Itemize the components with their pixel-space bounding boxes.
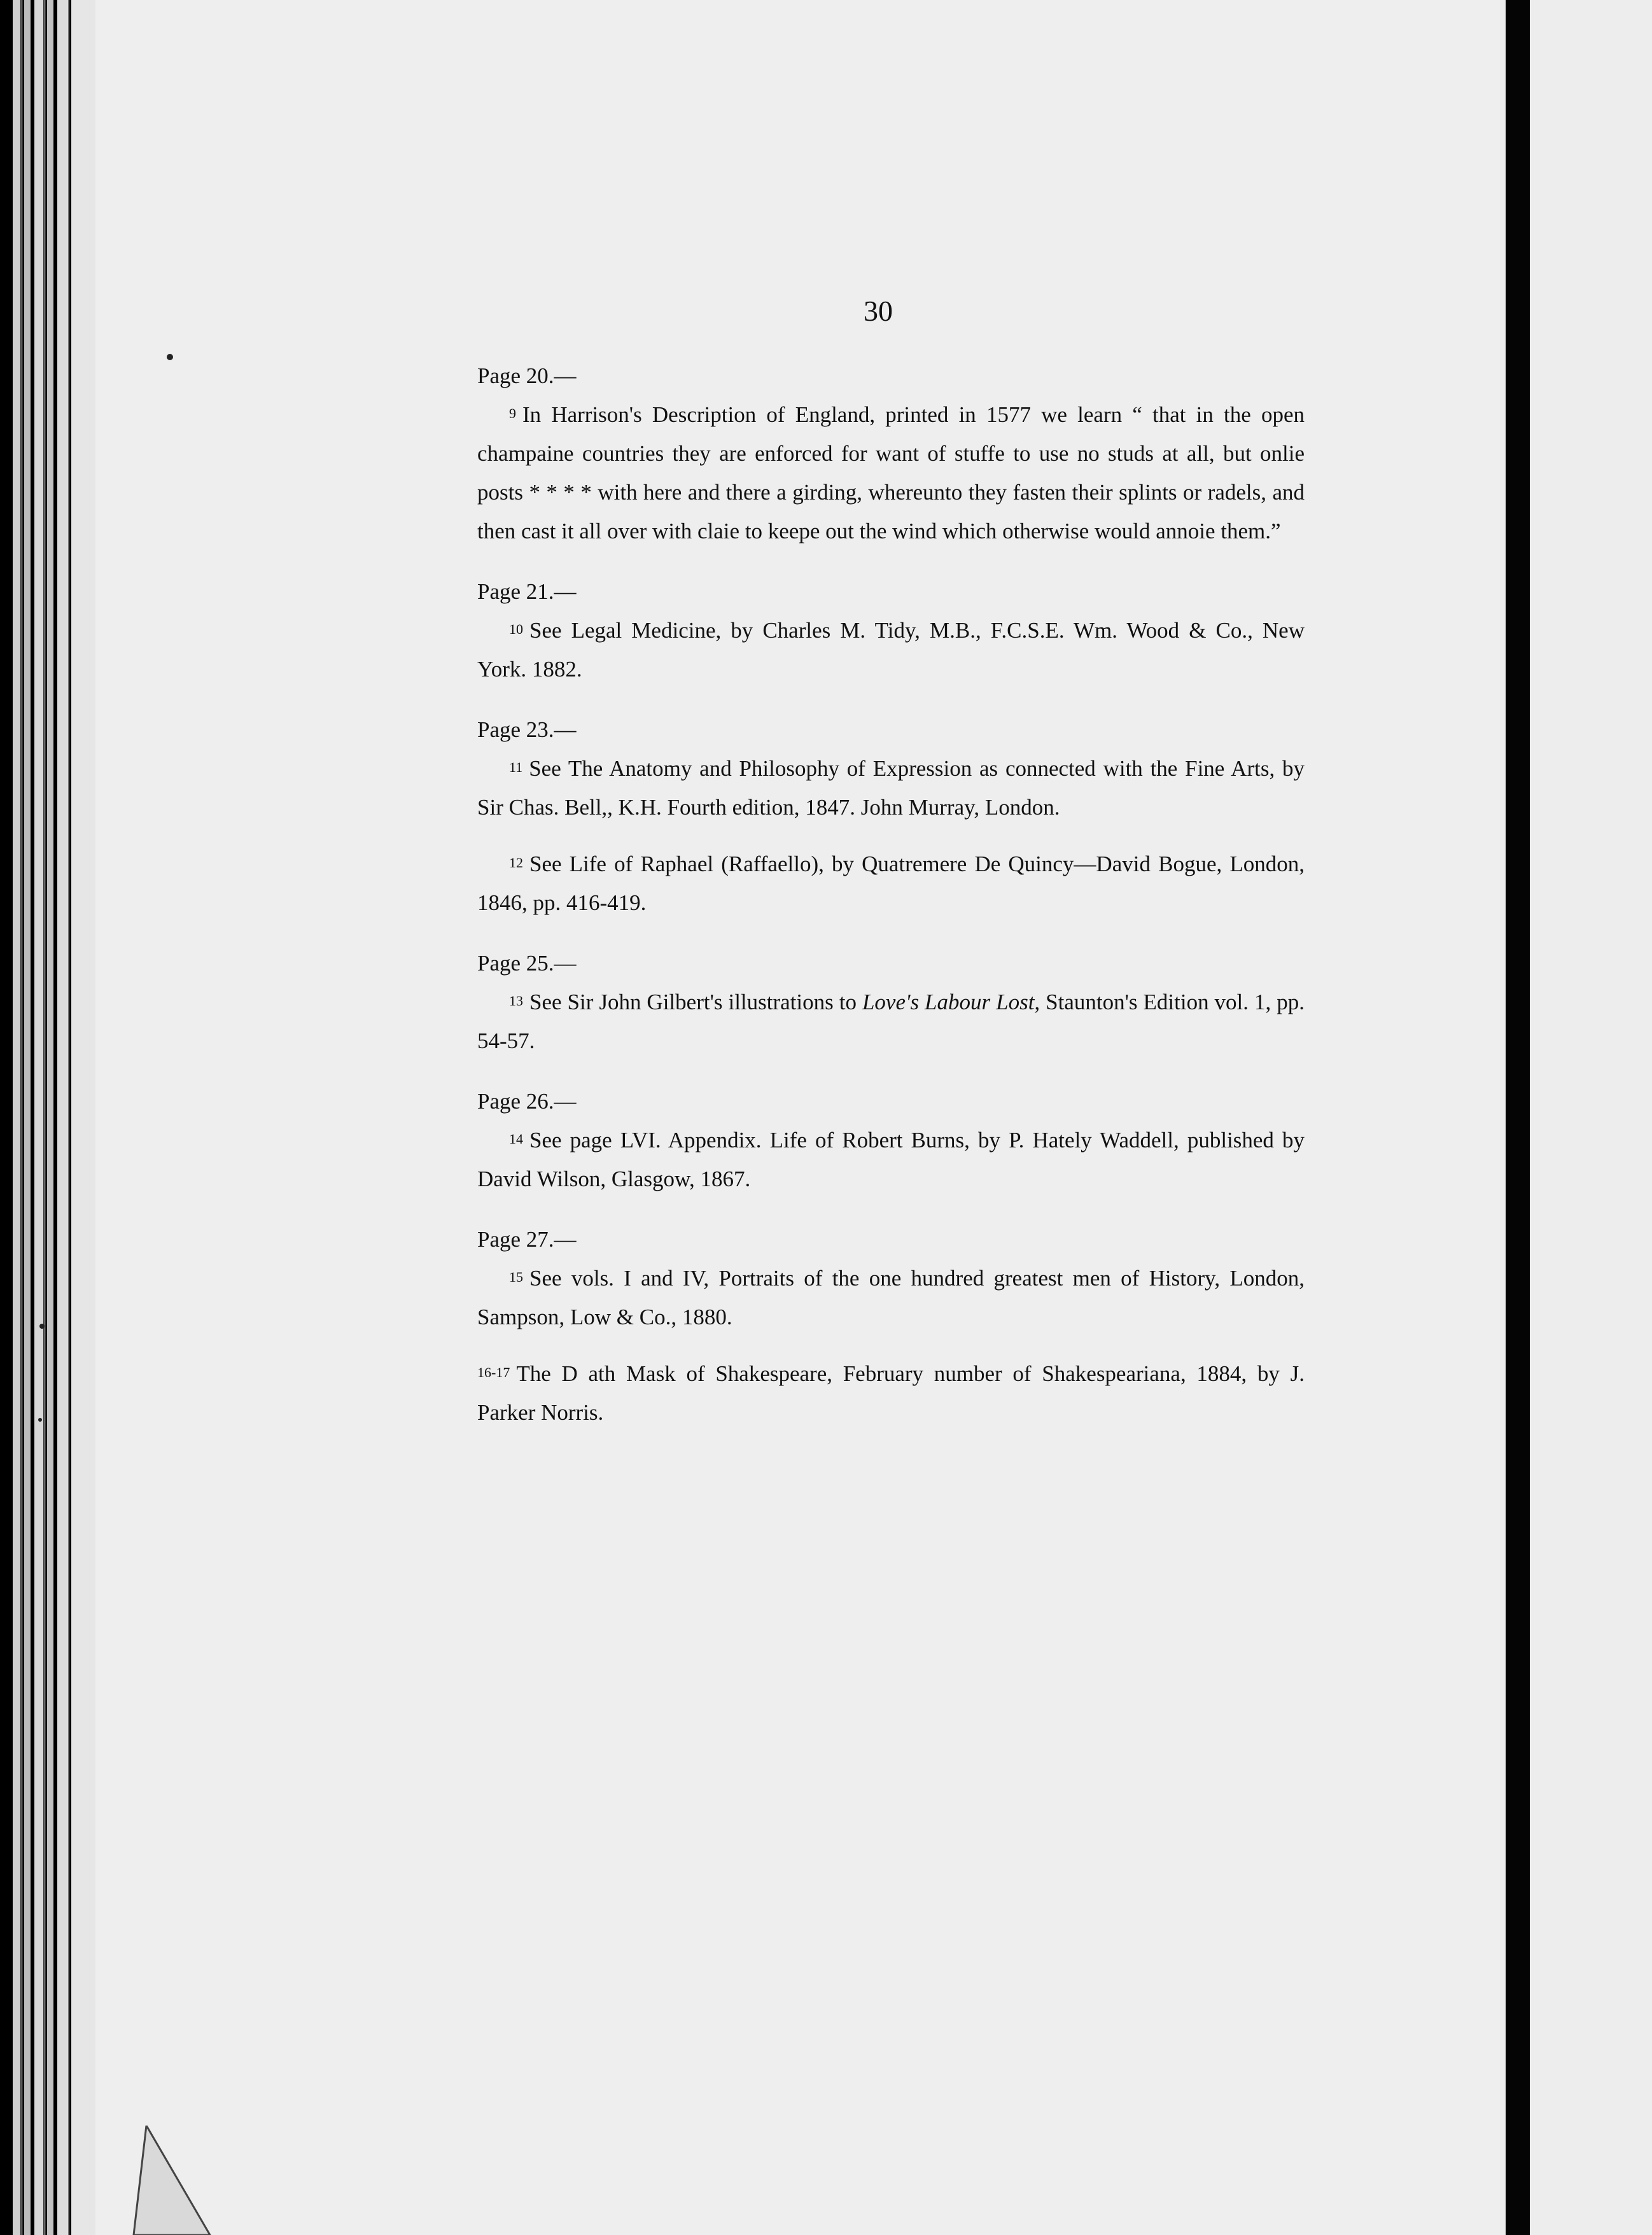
note-text: See The Anatomy and Philosophy of Expression as connected with the Fine Arts, by Sir Chas. Bell,, K.H. Fourth edition, 1847. John Murray, London. — [477, 756, 1305, 820]
note-number: 9 — [509, 405, 516, 421]
note-text: In Harrison's Description of England, printed in 1577 we learn “ that in the open champaine countries they are enforced for want of stuffe to use no studs at all, but onlie posts * * * * with here and there a girding, whereunto they fasten their splints or radels, and then cast it all over with claie to keepe out the wind which otherwise would annoie them.” — [477, 402, 1305, 543]
notes-section — [477, 572, 1305, 689]
note-number: 16-17 — [477, 1364, 510, 1380]
note-text: The D ath Mask of Shakespeare, February number of Shakespeariana, 1884, by J. Parker Norris. — [477, 1361, 1305, 1425]
endnotes — [477, 356, 1305, 1432]
speck — [39, 1324, 45, 1329]
note-number: 13 — [509, 993, 523, 1009]
section-heading: Page 21.— — [477, 579, 577, 604]
endnote — [477, 611, 1305, 689]
endnote — [477, 749, 1305, 827]
note-text: See Life of Raphael (Raffaello), by Quatremere De Quincy—David Bogue, London, 1846, pp. 416-419. — [477, 851, 1305, 915]
note-text-post: Staunton's Edition vol. 1, pp. 54-57. — [477, 990, 1305, 1053]
notes-section — [477, 356, 1305, 550]
notes-section — [477, 1082, 1305, 1198]
left-page-edges — [0, 0, 95, 2235]
note-text: See Legal Medicine, by Charles M. Tidy, M.B., F.C.S.E. Wm. Wood & Co., New York. 1882. — [477, 618, 1305, 682]
note-number: 10 — [509, 621, 523, 637]
endnote — [477, 1121, 1305, 1198]
endnote — [477, 395, 1305, 550]
section-heading: Page 20.— — [477, 363, 577, 388]
note-title-italic: Love's Labour Lost, — [862, 990, 1040, 1014]
note-text-pre: See Sir John Gilbert's illustrations to — [529, 990, 862, 1014]
section-heading: Page 26.— — [477, 1089, 577, 1114]
endnote — [477, 1354, 1305, 1432]
speck — [167, 354, 173, 360]
gutter — [1506, 0, 1530, 2235]
section-heading: Page 25.— — [477, 951, 577, 976]
note-text: See vols. I and IV, Portraits of the one hundred greatest men of History, London, Sampson, Low & Co., 1880. — [477, 1266, 1305, 1329]
note-number: 11 — [509, 759, 523, 775]
notes-section — [477, 944, 1305, 1060]
note-text: See page LVI. Appendix. Life of Robert Burns, by P. Hately Waddell, published by David Wilson, Glasgow, 1867. — [477, 1128, 1305, 1191]
note-number: 14 — [509, 1131, 523, 1147]
page-number: 30 — [864, 295, 893, 327]
endnote — [477, 1259, 1305, 1336]
section-heading: Page 27.— — [477, 1227, 577, 1252]
endnote — [477, 844, 1305, 922]
speck — [38, 1418, 42, 1422]
notes-section — [477, 1220, 1305, 1432]
endnote — [477, 983, 1305, 1060]
facing-page-edge — [1530, 0, 1652, 2235]
notes-section — [477, 710, 1305, 922]
note-number: 12 — [509, 855, 523, 871]
section-heading: Page 23.— — [477, 717, 577, 742]
page-curl-corner — [95, 2126, 248, 2235]
note-number: 15 — [509, 1269, 523, 1285]
